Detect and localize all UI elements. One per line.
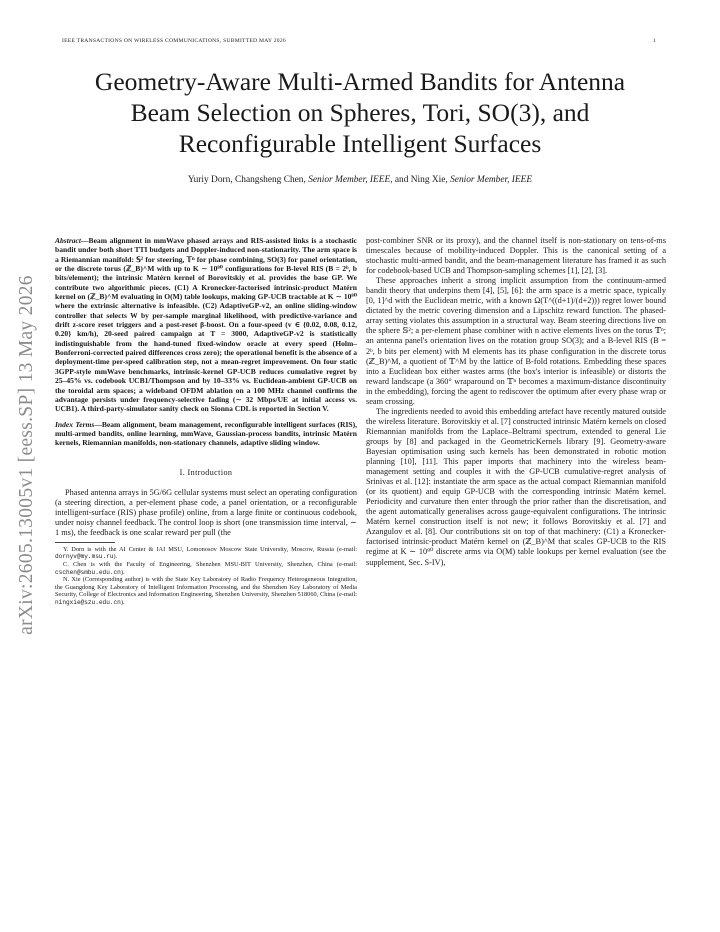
abstract-label: Abstract xyxy=(55,236,81,245)
paper-title xyxy=(40,66,680,159)
page-number: 1 xyxy=(652,38,656,44)
arxiv-sidebar xyxy=(2,250,52,660)
title-line-3: Reconfigurable Intelligent Surfaces xyxy=(178,129,542,158)
title-line-2: Beam Selection on Spheres, Tori, SO(3), and xyxy=(130,98,590,127)
author-footnotes xyxy=(55,546,357,607)
right-column xyxy=(366,236,666,568)
intro-paragraph-2: These approaches inherit a strong implicit assumption from the continuum-armed bandit theory that underpins them [4], [5], [6]: the arm space is a metric space, typically [0, 1]^d with the Euclidean metric, with a known Ω(T^((d+1)/(d+2))) regret lower bound dictated by the metric covering dimension and a Lipschitz reward function. The phased-array setting violates this assumption in a structural way. Beam steering directions live on the sphere 𝕊²; a per-element phase combiner with n active elements lives on the torus 𝕋ⁿ; an antenna panel's orientation lives on the rotation group SO(3); and a B-level RIS (B = 2ᵇ, b bits per element) with M elements has its phase configuration in the discrete torus (ℤ_B)^M, a quotient of 𝕋^M by the lattice of B-fold rotations. Embedding these spaces into a Euclidean box either wastes arms (the box's interior is infeasible) or distorts the reward landscape (a 360° wraparound on 𝕋ⁿ becomes a maximum-distance discontinuity in the embedding), forcing the agent to rediscover the optimum after every phase wrap or seam crossing. xyxy=(366,276,666,406)
author-list xyxy=(40,175,680,185)
section-heading-introduction: I. Introduction xyxy=(179,467,233,477)
email-dorn: dornyv@my.msu.ru xyxy=(55,553,114,561)
index-terms xyxy=(55,420,357,448)
intro-paragraph-1-continued: post-combiner SNR or its proxy), and the channel itself is non-stationary on tens-of-ms timescales because of mobility-induced Doppler. This is the canonical setting of a stochastic multi-armed bandit, and the beam-management literature has framed it as such for codebook-based UCB and Thompson-sampling schemes [1], [2], [3]. xyxy=(366,236,666,276)
intro-paragraph-1: Phased antenna arrays in 5G/6G cellular systems must select an operating configuration (a steering direction, a per-element phase code, a panel orientation, or a reconfigurable intelligent-surface (RIS) phase profile) online, from a large finite or continuous codebook, under noisy channel feedback. The control loop is short (one transmission time interval, ∼ 1 ms), the feedback is one scalar reward per pull (the xyxy=(55,487,357,537)
index-terms-text: —Beam alignment, beam management, reconfigurable intelligent surfaces (RIS), multi-armed bandits, online learning, mmWave, Gaussian-process bandits, intrinsic Matérn kernels, Riemannian manifolds, non-stationary channels, adaptive sliding window. xyxy=(55,419,357,448)
email-xie: ningxie@szu.edu.cn xyxy=(55,599,121,606)
intro-paragraph-3: The ingredients needed to avoid this embedding artefact have recently matured outside the wireless literature. Borovitskiy et al. [7] constructed intrinsic Matérn kernels on closed Riemannian manifolds from the Laplace–Beltrami spectrum, extended to general Lie groups by [8] and packaged in the GeometricKernels library [9]. Geometry-aware Bayesian optimisation using such kernels has been demonstrated in robotic motion planning [10], [11]. This paper imports that machinery into the wireless beam-management setting and couples it with the GP-UCB cumulative-regret analysis of Srinivas et al. [12]: instantiate the arm space as the actual compact Riemannian manifold (or its quotient) and equip GP-UCB with the corresponding intrinsic Matérn kernel. Periodicity and curvature then enter through the prior rather than the discretisation, and the agent automatically generalises across gauge-equivalent configurations. The intrinsic Matérn kernel construction itself is not new; it follows Borovitskiy et al. [7] and Azangulov et al. [8]. Our contributions sit on top of that machinery: (C1) a Kronecker-factorised intrinsic-product Matérn kernel on (ℤ_B)^M that scales GP-UCB to the RIS regime at K ∼ 10⁹⁰ discrete arms via O(M) table lookups per kernel evaluation (see the supplement, Sec. S-IV), xyxy=(366,406,666,567)
author-names-1: Yuriy Dorn, Changsheng Chen, xyxy=(187,175,309,185)
footnote-rule xyxy=(55,542,115,543)
author-role-2: Senior Member, IEEE xyxy=(450,175,533,185)
email-chen: cschen@smbu.edu.cn xyxy=(55,568,121,576)
title-line-1: Geometry-Aware Multi-Armed Bandits for Antenna xyxy=(94,67,626,96)
running-header xyxy=(62,38,656,50)
left-column xyxy=(55,236,357,607)
abstract xyxy=(55,236,357,414)
footnote-chen: C. Chen is with the Faculty of Engineering, Shenzhen MSU-BIT University, Shenzhen, China (e-mail: cschen@smbu.edu.cn). xyxy=(55,561,357,576)
footnote-dorn: Y. Dorn is with the AI Center & IAI MSU, Lomonosov Moscow State University, Moscow, Russia (e-mail: dornyv@my.msu.ru). xyxy=(55,545,357,561)
journal-header: IEEE TRANSACTIONS ON WIRELESS COMMUNICATIONS, SUBMITTED MAY 2026 xyxy=(62,38,286,44)
index-terms-label: Index Terms xyxy=(55,419,95,429)
author-role-1: Senior Member, IEEE, xyxy=(308,175,393,185)
footnote-xie: N. Xie (Corresponding author) is with the State Key Laboratory of Radio Frequency Heterogeneous Integration, the Guangdong Key Laboratory of Intelligent Information Processing, and the Shenzhen Key Laboratory of Media Security, College of Electronics and Information Engineering, Shenzhen University, Shenzhen 518060, China (e-mail: ningxie@szu.edu.cn). xyxy=(55,576,357,606)
author-names-2: and Ning Xie, xyxy=(392,175,451,185)
arxiv-identifier: arXiv:2605.13005v1 [eess.SP] 13 May 2026 xyxy=(16,275,37,635)
abstract-text: —Beam alignment in mmWave phased arrays and RIS-assisted links is a stochastic bandit under both short TTI budgets and Doppler-induced non-stationarity. The arm space is a Riemannian manifold: 𝕊² for steering, 𝕋ⁿ for phase combining, SO(3) for panel orientation, or the discrete torus (ℤ_B)^M with up to K ∼ 10⁹⁰ configurations for B-level RIS (B = 2ᵇ, b bits/element); the intrinsic Matérn kernel of Borovitskiy et al. provides the base GP. We contribute two algorithmic pieces. (C1) A Kronecker-factorised intrinsic-product Matérn kernel on (ℤ_B)^M evaluating in O(M) table lookups, making GP-UCB tractable at K ∼ 10⁹⁰ where the extrinsic alternative is infeasible. (C2) AdaptiveGP-v2, an online sliding-window controller that selects W by per-sample marginal likelihood, with predictive-variance and drift z-score reset triggers and a post-reset β-boost. On a four-speed (v ∈ {0.02, 0.08, 0.12, 0.20} km/h), 20-seed paired campaign at T = 3000, AdaptiveGP-v2 is statistically indistinguishable from the hand-tuned fixed-window oracle at every speed (Holm–Bonferroni-corrected paired differences cross zero); the operational benefit is the absence of a deployment-time per-speed calibration step, not a mean-regret improvement. On four static 3GPP-style mmWave benchmarks, intrinsic-kernel GP-UCB reduces cumulative regret by 25–45% vs. codebook UCB1/Thompson and by 10–33% vs. Euclidean-ambient GP-UCB on the toroidal arm spaces; a wideband OFDM ablation on a 100 MHz channel confirms the advantage persists under frequency-selective fading (∼ 32 Mbps/UE at initial access vs. UCB1). A third-party-simulator sanity check on Sionna CDL is reported in Section V. xyxy=(55,236,357,414)
